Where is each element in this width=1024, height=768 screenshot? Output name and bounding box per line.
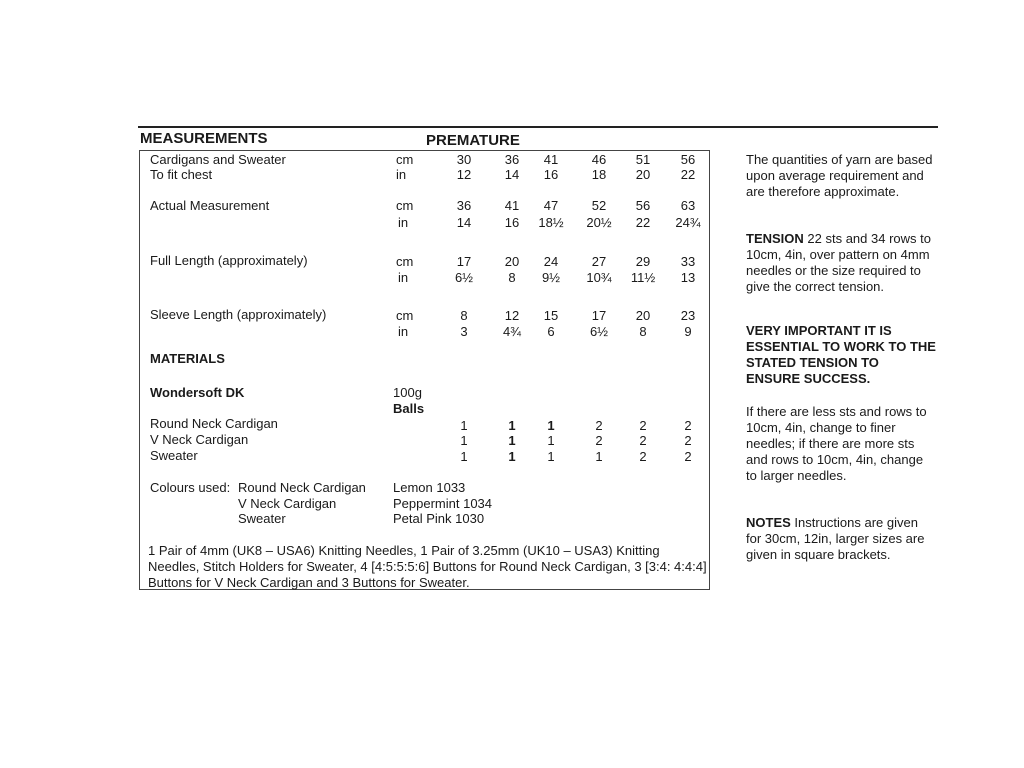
unit-cm: cm [396, 254, 414, 269]
table-cell: 1 [508, 433, 516, 448]
premature-heading: PREMATURE [426, 132, 520, 149]
colour-name: Lemon 1033 [393, 480, 466, 495]
table-cell: 22 [680, 167, 696, 182]
table-cell: 1 [508, 418, 516, 433]
table-cell: 1 [508, 449, 516, 464]
tension-label: TENSION [746, 231, 804, 246]
table-cell: 46 [591, 152, 607, 167]
table-cell: 56 [680, 152, 696, 167]
table-cell: 2 [595, 433, 603, 448]
table-cell: 8 [460, 308, 468, 323]
table-cell: 29 [635, 254, 651, 269]
table-cell: 24 [543, 254, 559, 269]
table-cell: 20 [504, 254, 520, 269]
table-cell: 2 [684, 449, 692, 464]
table-cell: 52 [591, 198, 607, 213]
table-cell: 41 [504, 198, 520, 213]
table-cell: 24¾ [675, 215, 701, 230]
table-cell: 17 [456, 254, 472, 269]
unit-in: in [398, 324, 409, 339]
table-cell: 18½ [538, 215, 564, 230]
table-cell: 2 [639, 449, 647, 464]
table-cell: 41 [543, 152, 559, 167]
table-cell: 17 [591, 308, 607, 323]
notes-label: NOTES [746, 515, 791, 530]
garment-label: Sweater [150, 448, 198, 463]
row-label: Full Length (approximately) [150, 253, 308, 268]
table-cell: 1 [547, 418, 555, 433]
table-cell: 11½ [630, 270, 656, 285]
table-cell: 30 [456, 152, 472, 167]
table-cell: 9½ [541, 270, 561, 285]
table-cell: 63 [680, 198, 696, 213]
table-cell: 51 [635, 152, 651, 167]
table-cell: 23 [680, 308, 696, 323]
table-cell: 8 [508, 270, 516, 285]
table-cell: 13 [680, 270, 696, 285]
measurements-heading: MEASUREMENTS [140, 130, 268, 147]
table-cell: 2 [639, 433, 647, 448]
table-cell: 3 [460, 324, 468, 339]
measurements-table [139, 150, 710, 590]
tension-adjust-note: If there are less sts and rows to 10cm, 4in, change to finer needles; if there are more sts and rows to 10cm, 4in, change to larger needles. [746, 404, 927, 483]
unit-in: in [398, 270, 409, 285]
table-cell: 1 [547, 449, 555, 464]
table-cell: 36 [456, 198, 472, 213]
table-cell: 2 [684, 433, 692, 448]
yarn-name: Wondersoft DK [150, 385, 245, 400]
table-cell: 16 [543, 167, 559, 182]
table-cell: 2 [595, 418, 603, 433]
garment-label: V Neck Cardigan [150, 432, 249, 447]
colour-name: Peppermint 1034 [393, 496, 493, 511]
notes-text: Instructions are given for 30cm, 12in, larger sizes are given in square brackets. [746, 515, 925, 562]
table-cell: 22 [635, 215, 651, 230]
table-cell: 20 [635, 167, 651, 182]
colour-garment: V Neck Cardigan [238, 496, 337, 511]
table-cell: 1 [595, 449, 603, 464]
table-cell: 2 [684, 418, 692, 433]
table-cell: 6 [547, 324, 555, 339]
table-cell: 20½ [586, 215, 612, 230]
yarn-quantity-note: The quantities of yarn are based upon average requirement and are therefore approximate. [746, 152, 933, 199]
table-cell: 27 [591, 254, 607, 269]
colour-name: Petal Pink 1030 [393, 511, 485, 526]
unit-cm: cm [396, 152, 414, 167]
garment-label: Round Neck Cardigan [150, 416, 278, 431]
table-cell: 1 [460, 449, 468, 464]
row-label: Cardigans and Sweater [150, 152, 286, 167]
table-cell: 8 [639, 324, 647, 339]
colour-garment: Round Neck Cardigan [238, 480, 366, 495]
top-rule [138, 126, 938, 128]
table-cell: 16 [504, 215, 520, 230]
row-label: Actual Measurement [150, 198, 270, 213]
unit-in: in [396, 167, 407, 182]
table-cell: 10¾ [586, 270, 612, 285]
table-cell: 12 [504, 308, 520, 323]
table-cell: 6½ [589, 324, 609, 339]
table-cell: 56 [635, 198, 651, 213]
table-cell: 47 [543, 198, 559, 213]
materials-heading: MATERIALS [150, 351, 225, 366]
notes-section [746, 515, 936, 563]
unit-in: in [398, 215, 409, 230]
table-cell: 20 [635, 308, 651, 323]
tension-text: 22 sts and 34 rows to 10cm, 4in, over pattern on 4mm needles or the size required to give the correct tension. [746, 231, 931, 294]
table-cell: 1 [460, 418, 468, 433]
row-label: To fit chest [150, 167, 213, 182]
table-cell: 14 [504, 167, 520, 182]
colours-label: Colours used: [150, 480, 231, 495]
table-cell: 18 [591, 167, 607, 182]
tension-note [746, 231, 936, 295]
table-cell: 15 [543, 308, 559, 323]
table-cell: 9 [684, 324, 692, 339]
table-cell: 12 [456, 167, 472, 182]
table-cell: 36 [504, 152, 520, 167]
table-cell: 33 [680, 254, 696, 269]
colour-garment: Sweater [238, 511, 286, 526]
table-cell: 1 [547, 433, 555, 448]
table-cell: 14 [456, 215, 472, 230]
yarn-weight: 100g [393, 385, 422, 400]
table-cell: 2 [639, 418, 647, 433]
table-cell: 6½ [454, 270, 474, 285]
unit-cm: cm [396, 308, 414, 323]
important-note: VERY IMPORTANT IT IS ESSENTIAL TO WORK TO THE STATED TENSION TO ENSURE SUCCESS. [746, 323, 936, 386]
table-cell: 4¾ [502, 324, 522, 339]
unit-cm: cm [396, 198, 414, 213]
table-cell: 1 [460, 433, 468, 448]
yarn-unit: Balls [393, 401, 425, 416]
needles-note: 1 Pair of 4mm (UK8 – USA6) Knitting Needles, 1 Pair of 3.25mm (UK10 – USA3) Knitting Needles, Stitch Holders for Sweater, 4 [4:5:5:5:6] Buttons for Round Neck Cardigan, 3 [3:4: 4:4:4] Buttons for V Neck Cardigan and 3 Buttons for Sweater. [148, 543, 707, 590]
row-label: Sleeve Length (approximately) [150, 307, 327, 322]
